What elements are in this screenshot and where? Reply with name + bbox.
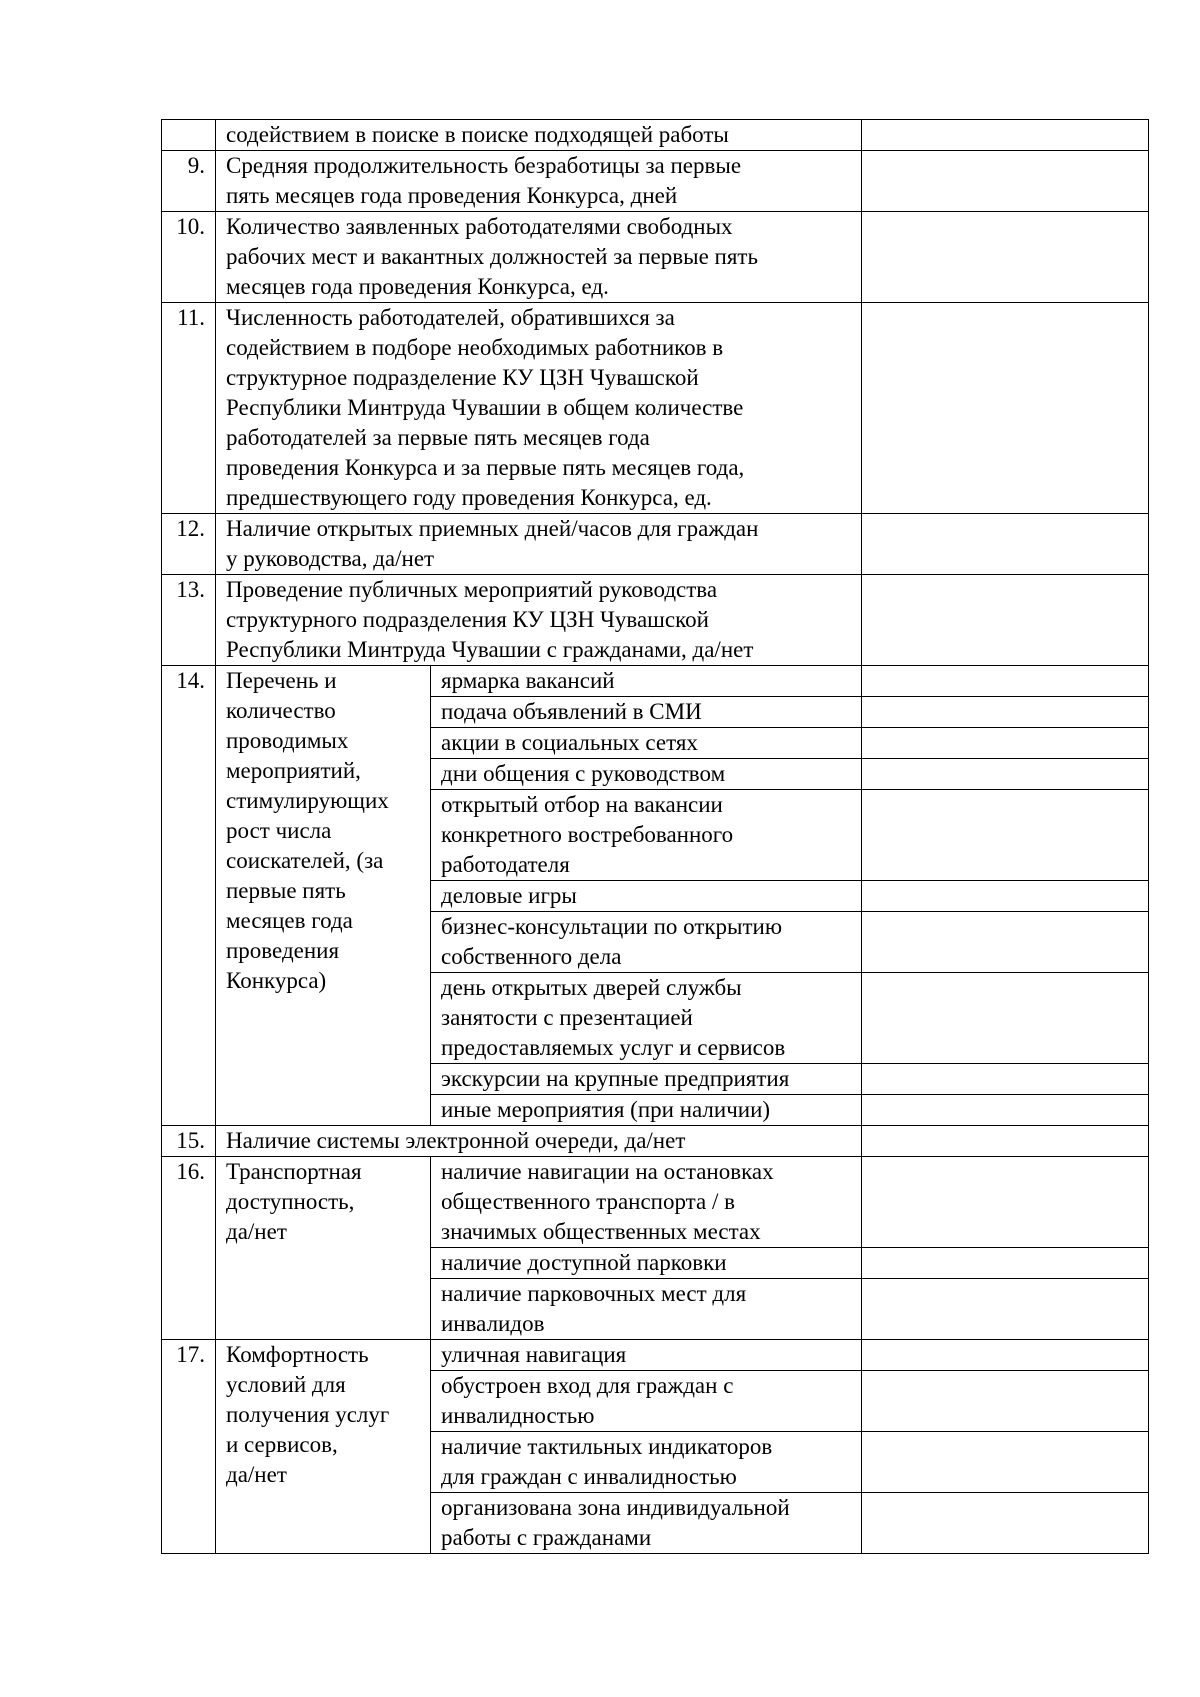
- criterion-label-text: Перечень и количество проводимых мероприятий, стимулирующих рост числа соискателей, (за первые пять месяцев года проведения Конкурса): [226, 668, 389, 993]
- criterion-text: [216, 303, 862, 514]
- value-cell[interactable]: [862, 1157, 1149, 1248]
- sub-criterion: [431, 697, 862, 728]
- row-number-text: 9.: [187, 153, 205, 178]
- sub-criterion: [431, 759, 862, 790]
- sub-criterion-text: наличие доступной парковки: [441, 1250, 727, 1275]
- row-number-text: 11.: [177, 305, 205, 330]
- criteria-table: [161, 119, 1149, 1554]
- criterion-label: [216, 1340, 431, 1554]
- table-row: [162, 1157, 1149, 1248]
- value-cell[interactable]: [862, 1248, 1149, 1279]
- criterion-text-text: Проведение публичных мероприятий руководства структурного подразделения КУ ЦЗН Чувашской Республики Минтруда Чувашии с гражданами, да/нет: [226, 577, 754, 662]
- value-cell[interactable]: [862, 1371, 1149, 1432]
- criterion-text-text: Наличие системы электронной очереди, да/нет: [226, 1128, 686, 1153]
- value-cell[interactable]: [862, 120, 1149, 151]
- sub-criterion-text: экскурсии на крупные предприятия: [441, 1066, 790, 1091]
- value-cell[interactable]: [862, 1064, 1149, 1095]
- criterion-label: [216, 1157, 431, 1340]
- sub-criterion: [431, 1432, 862, 1493]
- table-row: [162, 1340, 1149, 1371]
- sub-criterion: [431, 790, 862, 881]
- row-number: [162, 514, 216, 575]
- sub-criterion: [431, 1064, 862, 1095]
- row-number-text: 15.: [176, 1128, 205, 1153]
- value-cell[interactable]: [862, 151, 1149, 212]
- criterion-text: [216, 120, 862, 151]
- sub-criterion: [431, 912, 862, 973]
- sub-criterion: [431, 973, 862, 1064]
- table-row: [162, 666, 1149, 697]
- sub-criterion: [431, 1371, 862, 1432]
- table-row: [162, 151, 1149, 212]
- value-cell[interactable]: [862, 212, 1149, 303]
- table-row: [162, 303, 1149, 514]
- sub-criterion-text: наличие тактильных индикаторов для граждан с инвалидностью: [441, 1434, 773, 1489]
- criterion-text: [216, 212, 862, 303]
- row-number-text: 16.: [176, 1159, 205, 1184]
- value-cell[interactable]: [862, 973, 1149, 1064]
- table-row: [162, 514, 1149, 575]
- criterion-text-text: Численность работодателей, обратившихся за содействием в подборе необходимых работников в структурное подразделение КУ ЦЗН Чувашской Республики Минтруда Чувашии в общем количестве работодателей за первые пять месяцев года проведения Конкурса и за первые пять месяцев года, предшествующего году проведения Конкурса, ед.: [226, 305, 745, 510]
- row-number: [162, 666, 216, 1126]
- sub-criterion-text: деловые игры: [441, 883, 577, 908]
- row-number: [162, 575, 216, 666]
- sub-criterion-text: ярмарка вакансий: [441, 668, 615, 693]
- criterion-text: [216, 1126, 862, 1157]
- value-cell[interactable]: [862, 666, 1149, 697]
- criterion-label: [216, 666, 431, 1126]
- value-cell[interactable]: [862, 697, 1149, 728]
- sub-criterion-text: обустроен вход для граждан с инвалидностью: [441, 1373, 734, 1428]
- value-cell[interactable]: [862, 1126, 1149, 1157]
- value-cell[interactable]: [862, 790, 1149, 881]
- sub-criterion-text: открытый отбор на вакансии конкретного востребованного работодателя: [441, 792, 734, 877]
- sub-criterion: [431, 728, 862, 759]
- row-number: [162, 151, 216, 212]
- criterion-text: [216, 514, 862, 575]
- sub-criterion: [431, 1340, 862, 1371]
- row-number-text: 12.: [176, 516, 205, 541]
- criterion-text-text: Количество заявленных работодателями свободных рабочих мест и вакантных должностей за первые пять месяцев года проведения Конкурса, ед.: [226, 214, 758, 299]
- sub-criterion: [431, 1279, 862, 1340]
- row-number: [162, 212, 216, 303]
- value-cell[interactable]: [862, 575, 1149, 666]
- sub-criterion-text: дни общения с руководством: [441, 761, 726, 786]
- sub-criterion-text: организована зона индивидуальной работы с гражданами: [441, 1495, 790, 1550]
- sub-criterion-text: наличие парковочных мест для инвалидов: [441, 1281, 747, 1336]
- value-cell[interactable]: [862, 1340, 1149, 1371]
- sub-criterion: [431, 1248, 862, 1279]
- table-row: [162, 212, 1149, 303]
- sub-criterion-text: уличная навигация: [441, 1342, 627, 1367]
- value-cell[interactable]: [862, 1095, 1149, 1126]
- row-number: [162, 1126, 216, 1157]
- sub-criterion-text: иные мероприятия (при наличии): [441, 1097, 771, 1122]
- sub-criterion-text: наличие навигации на остановках общественного транспорта / в значимых общественных местах: [441, 1159, 774, 1244]
- row-number: [162, 303, 216, 514]
- row-number: [162, 1340, 216, 1554]
- sub-criterion: [431, 1493, 862, 1554]
- value-cell[interactable]: [862, 759, 1149, 790]
- sub-criterion: [431, 1095, 862, 1126]
- row-number-text: 10.: [176, 214, 205, 239]
- value-cell[interactable]: [862, 912, 1149, 973]
- value-cell[interactable]: [862, 728, 1149, 759]
- criterion-label-text: Транспортная доступность, да/нет: [226, 1159, 362, 1244]
- row-number-text: 17.: [176, 1342, 205, 1367]
- sub-criterion: [431, 881, 862, 912]
- row-number-text: 14.: [176, 668, 205, 693]
- table-row: [162, 120, 1149, 151]
- value-cell[interactable]: [862, 881, 1149, 912]
- row-number-text: 13.: [176, 577, 205, 602]
- row-number: [162, 120, 216, 151]
- value-cell[interactable]: [862, 303, 1149, 514]
- criterion-label-text: Комфортность условий для получения услуг и сервисов, да/нет: [226, 1342, 390, 1487]
- sub-criterion-text: подача объявлений в СМИ: [441, 699, 702, 724]
- table-row: [162, 1126, 1149, 1157]
- criterion-text-text: Наличие открытых приемных дней/часов для граждан у руководства, да/нет: [226, 516, 759, 571]
- sub-criterion-text: бизнес-консультации по открытию собственного дела: [441, 914, 783, 969]
- value-cell[interactable]: [862, 1279, 1149, 1340]
- sub-criterion: [431, 1157, 862, 1248]
- criterion-text-text: Средняя продолжительность безработицы за первые пять месяцев года проведения Конкурса, дней: [226, 153, 742, 208]
- sub-criterion-text: день открытых дверей службы занятости с презентацией предоставляемых услуг и сервисов: [441, 975, 786, 1060]
- sub-criterion-text: акции в социальных сетях: [441, 730, 698, 755]
- criterion-text: [216, 151, 862, 212]
- value-cell[interactable]: [862, 1432, 1149, 1493]
- criterion-text-text: содействием в поиске в поиске подходящей работы: [226, 122, 729, 147]
- criterion-text: [216, 575, 862, 666]
- sub-criterion: [431, 666, 862, 697]
- table-row: [162, 575, 1149, 666]
- value-cell[interactable]: [862, 1493, 1149, 1554]
- value-cell[interactable]: [862, 514, 1149, 575]
- row-number: [162, 1157, 216, 1340]
